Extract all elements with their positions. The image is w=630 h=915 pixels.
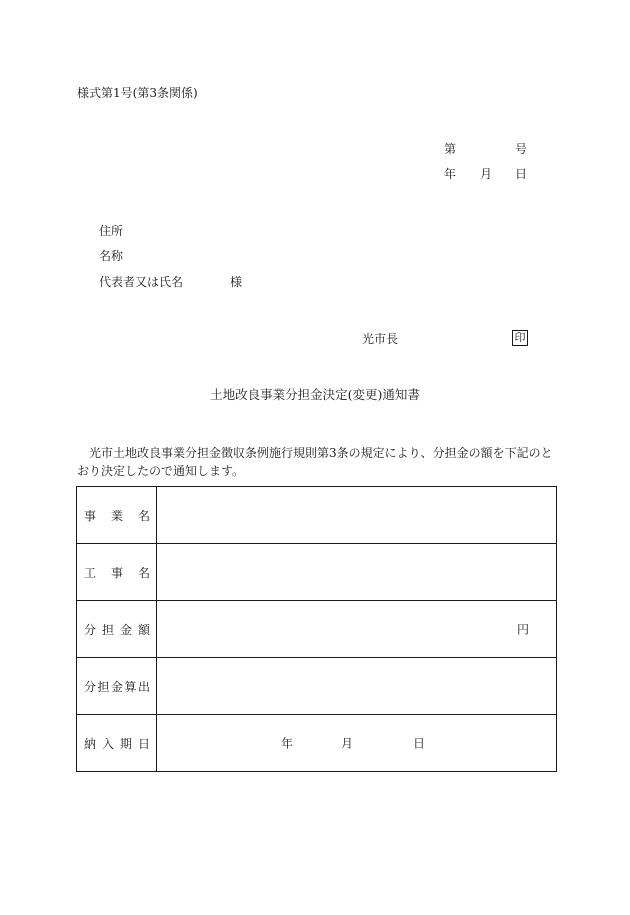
issue-date-day: 日	[515, 167, 528, 181]
share-calculation-label: 分担金算出	[77, 658, 157, 715]
share-amount-label: 分担金額	[77, 601, 157, 658]
share-amount-value	[157, 601, 557, 658]
details-table	[76, 486, 557, 772]
table-row	[77, 658, 557, 715]
issue-date-month: 月	[480, 167, 493, 181]
table-row	[77, 544, 557, 601]
doc-number-prefix: 第	[444, 142, 457, 156]
doc-number-suffix: 号	[515, 142, 528, 156]
body-text: 光市土地改良事業分担金徴収条例施行規則第3条の規定により、分担金の額を下記のとおり決定したので通知します。	[77, 446, 553, 478]
yen-unit: 円	[516, 622, 529, 637]
construction-name-value	[157, 544, 557, 601]
seal-stamp-icon: 印	[512, 330, 528, 346]
recipient-name-label: 名称	[99, 249, 124, 263]
form-number: 様式第1号(第3条関係)	[77, 86, 198, 100]
project-name-label: 事業名	[77, 487, 157, 544]
table-row	[77, 487, 557, 544]
due-date-day: 日	[413, 736, 426, 751]
due-date-month: 月	[341, 736, 354, 751]
issue-date-year: 年	[444, 167, 457, 181]
table-row	[77, 715, 557, 772]
document-title: 土地改良事業分担金決定(変更)通知書	[210, 387, 420, 402]
recipient-honorific: 様	[230, 275, 243, 289]
construction-name-label: 工事名	[77, 544, 157, 601]
project-name-value	[157, 487, 557, 544]
payment-due-value	[157, 715, 557, 772]
recipient-address-label: 住所	[99, 224, 124, 238]
recipient-representative-label: 代表者又は氏名	[99, 275, 184, 289]
payment-due-label: 納入期日	[77, 715, 157, 772]
table-row	[77, 601, 557, 658]
share-calculation-value	[157, 658, 557, 715]
due-date-year: 年	[281, 736, 294, 751]
issuer-title: 光市長	[362, 332, 399, 346]
